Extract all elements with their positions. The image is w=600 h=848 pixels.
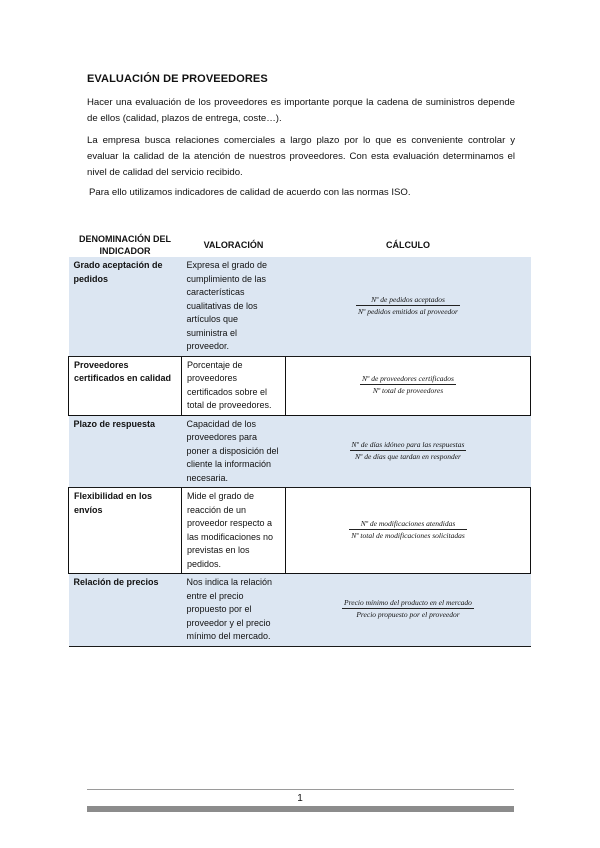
formula-denominator: Nº total de modificaciones solicitadas (351, 530, 465, 540)
formula-numerator: Nº de días idóneo para las respuestas (351, 439, 465, 449)
table-row (69, 257, 531, 356)
formula-numerator: Nº de proveedores certificados (362, 373, 454, 383)
formula-fraction (356, 295, 460, 316)
formula-denominator: Nº total de proveedores (372, 385, 444, 395)
formula-numerator: Precio mínimo del producto en el mercado (344, 598, 472, 607)
intro-paragraph: Hacer una evaluación de los proveedores es importante porque la cadena de suministros depende de ellos (calidad, plazos de entrega, coste…). (87, 97, 515, 124)
table-row (69, 488, 531, 574)
indicator-name: Relación de precios (69, 574, 182, 647)
footer-divider (87, 789, 514, 790)
formula-denominator: Nº de días que tardan en responder (355, 451, 461, 461)
formula-fraction (342, 598, 474, 619)
table-header-row (69, 233, 531, 257)
indicator-formula (286, 257, 531, 356)
indicator-formula (286, 415, 531, 488)
formula-fraction (349, 519, 467, 540)
indicator-name: Proveedores certificados en calidad (69, 356, 182, 415)
indicator-name: Plazo de respuesta (69, 415, 182, 488)
formula-fraction (350, 440, 467, 461)
indicator-formula (286, 488, 531, 574)
indicator-valuation: Capacidad de los proveedores para poner a disposición del cliente la información necesaria. (182, 415, 286, 488)
indicator-valuation: Mide el grado de reacción de un proveedor respecto a las modificaciones no previstas en los pedidos. (182, 488, 286, 574)
header-valuation: VALORACIÓN (203, 240, 264, 250)
indicator-formula (286, 356, 531, 415)
business-paragraph: La empresa busca relaciones comerciales a largo plazo por lo que es conveniente controlar y evaluar la calidad de la atención de nuestros proveedores. Con esta evaluación determinamos el nivel de calidad del servicio recibido. (87, 135, 515, 178)
page-number: 1 (297, 793, 303, 804)
indicator-valuation: Nos indica la relación entre el precio propuesto por el proveedor y el precio mínimo del mercado. (182, 574, 286, 647)
formula-numerator: Nº de pedidos aceptados (356, 295, 460, 306)
indicator-formula (286, 574, 531, 647)
table-row (69, 574, 531, 647)
header-calculation: CÁLCULO (386, 240, 430, 250)
formula-denominator: Precio propuesto por el proveedor (356, 610, 460, 619)
footer-bar (87, 806, 514, 812)
iso-paragraph: Para ello utilizamos indicadores de calidad de acuerdo con las normas ISO. (89, 187, 411, 198)
indicator-valuation: Expresa el grado de cumplimiento de las características cualitativas de los artículos que suministra el proveedor. (182, 257, 286, 356)
indicator-name: Grado aceptación de pedidos (69, 257, 182, 356)
header-indicator: DENOMINACIÓN DEL INDICADOR (79, 234, 171, 256)
page-title: EVALUACIÓN DE PROVEEDORES (87, 73, 268, 85)
formula-denominator: Nº pedidos emitidos al proveedor (358, 306, 458, 316)
indicator-name: Flexibilidad en los envíos (69, 488, 182, 574)
table-row (69, 415, 531, 488)
indicator-valuation: Porcentaje de proveedores certificados sobre el total de proveedores. (182, 356, 286, 415)
formula-fraction (360, 374, 456, 395)
table-row (69, 356, 531, 415)
indicators-table (68, 233, 531, 647)
formula-numerator: Nº de modificaciones atendidas (349, 519, 467, 530)
